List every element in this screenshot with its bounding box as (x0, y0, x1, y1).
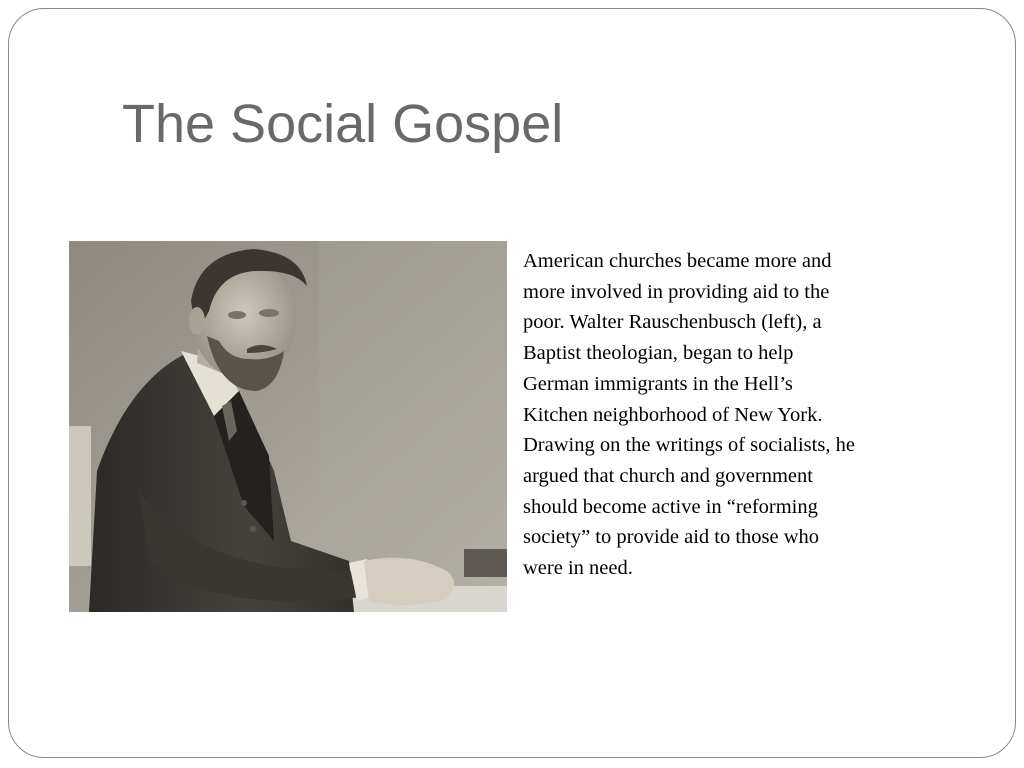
portrait-photo (69, 241, 507, 612)
slide-title: The Social Gospel (122, 94, 564, 154)
slide-frame (8, 8, 1016, 758)
body-paragraph: American churches became more and more involved in providing aid to the poor. Walter Rauschenbusch (left), a Baptist theologian, began to help German immigrants in the Hell’s Kitchen neighborhood of New York. Drawing on the writings of socialists, he argued that church and government should become active in “reforming society” to provide aid to those who were in need. (523, 250, 855, 580)
portrait-illustration (69, 241, 507, 612)
